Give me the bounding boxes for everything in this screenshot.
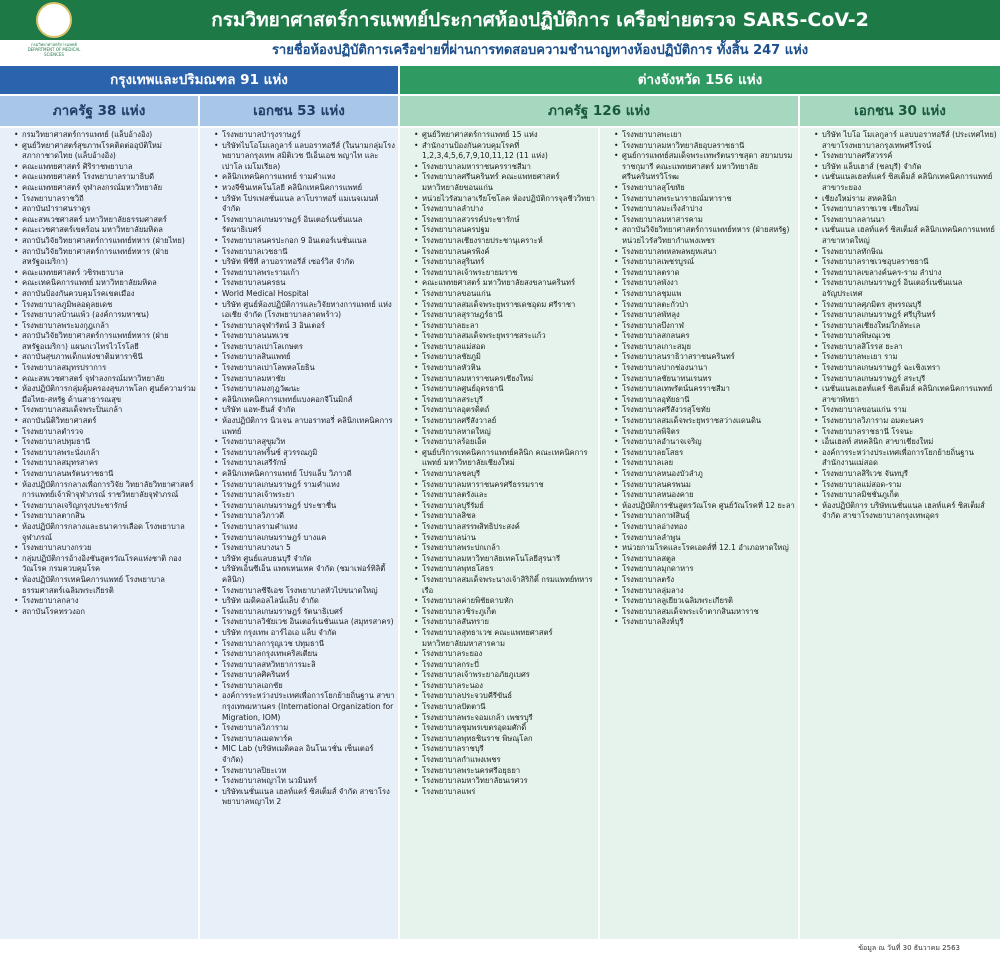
list-item: • โรงพยาบาลนราธิวาสราชนครินทร์: [622, 352, 796, 363]
list-item: • โรงพยาบาลมหาราชนครเชียงใหม่: [422, 374, 596, 385]
list-item: • บริษัทเนชั่นแนล เฮลท์แคร์ ซิสเต็มส์ จำกัด สาขาโรงพยาบาลพญาไท 2: [222, 787, 396, 808]
list-item: • คณะแพทยศาสตร์ โรงพยาบาลรามาธิบดี: [22, 172, 196, 183]
list-item: • ห้องปฏิบัติการ บริษัทเนชั่นแนล เฮลท์แคร์ ซิสเต็มส์ จำกัด สาขาโรงพยาบาลกรุงเทพอุดร: [822, 501, 998, 522]
list-item: • โรงพยาบาลขอนแก่น: [422, 289, 596, 300]
list-item: • กรมวิทยาศาสตร์การแพทย์ (แล็บอ้างอิง): [22, 130, 196, 141]
list-item: • โรงพยาบาลเจ้าพระยา: [222, 490, 396, 501]
list-item: • โรงพยาบาลพิจิตร: [622, 427, 796, 438]
column-bangkok-private: [200, 128, 398, 939]
list-item: • คณะเทคนิคการแพทย์ มหาวิทยาลัยมหิดล: [22, 278, 196, 289]
list-item: • โรงพยาบาลพหลพลพยุหเสนา: [622, 247, 796, 258]
list-item: • โรงพยาบาลชลบุรี: [422, 469, 596, 480]
list-item: • โรงพยาบาลยะลา: [422, 321, 596, 332]
list-item: • คณะแพทยศาสตร์ ศิริราชพยาบาล: [22, 162, 196, 173]
list-item: • โรงพยาบาลพริ้นซ์ สุวรรณภูมิ: [222, 448, 396, 459]
list-item: • โรงพยาบาลราชธานี โรจนะ: [822, 427, 998, 438]
list-item: • โรงพยาบาลนครพิงค์: [422, 247, 596, 258]
list-item: • โรงพยาบาลเกาะสมุย: [622, 342, 796, 353]
list-item: • สถาบันป้องกันควบคุมโรคเขตเมือง: [22, 289, 196, 300]
list-item: • โรงพยาบาลเพชรบูรณ์: [622, 257, 796, 268]
list-item: • โรงพยาบาลชุมพรเขตรอุดมศักดิ์: [422, 723, 596, 734]
list-item: • เนชั่นแนลเฮลท์แคร์ ซิสเต็มส์ คลินิกเทคนิคการแพทย์ สาขาระยอง: [822, 172, 998, 193]
subheader-provinces-private: เอกชน 30 แห่ง: [800, 96, 1000, 126]
list-item: • โรงพยาบาลการุญเวช ปทุมธานี: [222, 639, 396, 650]
list-item: • โรงพยาบาลบางกรวย: [22, 543, 196, 554]
list-item: • โรงพยาบาลนพรัตนราชธานี: [22, 469, 196, 480]
list-item: • โรงพยาบาลศรีสังวรสุโขทัย: [622, 405, 796, 416]
list-item: • โรงพยาบาลบำรุงราษฎร์: [222, 130, 396, 141]
region-header-provinces: ต่างจังหวัด 156 แห่ง: [400, 66, 1000, 94]
list-item: • โรงพยาบาลระยอง: [422, 649, 596, 660]
lab-list: [0, 130, 196, 617]
list-item: • โรงพยาบาลพระมงกุฎเกล้า: [22, 321, 196, 332]
list-item: • โรงพยาบาลอ่างทอง: [622, 522, 796, 533]
column-provinces-government-1: [400, 128, 598, 939]
column-bangkok-government: [0, 128, 198, 939]
column-provinces-government-2: [600, 128, 798, 939]
list-item: • โรงพยาบาลราชเวชอุบลราชธานี: [822, 257, 998, 268]
list-item: • โรงพยาบาลขอนแก่น ราม: [822, 405, 998, 416]
list-item: • คลินิกเทคนิคการแพทย์ รามคำแหง: [222, 172, 396, 183]
page-title: กรมวิทยาศาสตร์การแพทย์ประกาศห้องปฏิบัติการ เครือข่ายตรวจ SARS-CoV-2: [211, 9, 869, 31]
list-item: • โรงพยาบาลกำแพงเพชร: [422, 755, 596, 766]
list-item: • โรงพยาบาลหนองคาย: [622, 490, 796, 501]
list-item: • โรงพยาบาลลุ่มลาง: [622, 586, 796, 597]
list-item: • โรงพยาบาลสุราษฎร์ธานี: [422, 310, 596, 321]
list-item: • โรงพยาบาลระนอง: [422, 681, 596, 692]
list-item: • หน่วยกามโรคและโรคเอดส์ที่ 12.1 อำเภอหาดใหญ่: [622, 543, 796, 554]
list-item: • โรงพยาบาลศุภมิตร สุพรรณบุรี: [822, 300, 998, 311]
list-item: • องค์การระหว่างประเทศเพื่อการโยกย้ายถิ่นฐาน สาขากรุงเทพมหานคร (International Organization for Migration, IOM): [222, 691, 396, 723]
list-item: • โรงพยาบาลสระบุรี: [422, 395, 596, 406]
list-item: • สถาบันวิจัยวิทยาศาสตร์การแพทย์ทหาร (ฝ่ายสหรัฐอเมริกา): [22, 247, 196, 268]
list-item: • โรงพยาบาลบุรีรัมย์: [422, 501, 596, 512]
list-item: • โรงพยาบาลสมุทรสาคร: [22, 458, 196, 469]
list-item: • โรงพยาบาลราชเวช เชียงใหม่: [822, 204, 998, 215]
list-item: • บริษัท ไบโอ โมเลกูลาร์ แลบบอราทอรีส์ (ประเทศไทย) สาขาโรงพยาบาลกรุงเทพศรีโรจน์: [822, 130, 998, 151]
list-item: • คณะแพทยศาสตร์ วชิรพยาบาล: [22, 268, 196, 279]
list-item: • โรงพยาบาลมะเร็งลำปาง: [622, 204, 796, 215]
data-date-note: ข้อมูล ณ วันที่ 30 ธันวาคม 2563: [858, 944, 960, 952]
list-item: • โรงพยาบาลเจ้าพระยายมราช: [422, 268, 596, 279]
logo-emblem-icon: [36, 2, 72, 38]
list-item: • โรงพยาบาลกาฬสินธุ์: [622, 511, 796, 522]
logo-text-en: DEPARTMENT OF MEDICAL SCIENCES: [27, 47, 81, 57]
list-item: • โรงพยาบาลมหาชัย: [222, 374, 396, 385]
list-item: • โรงพยาบาลเชียงรายประชานุเคราะห์: [422, 236, 596, 247]
logo-text-th: กรมวิทยาศาสตร์การแพทย์: [31, 42, 77, 47]
list-item: • โรงพยาบาลสตูล: [622, 554, 796, 565]
lab-list: [200, 130, 396, 808]
list-item: • โรงพยาบาลนครธน: [222, 278, 396, 289]
list-item: • โรงพยาบาลพระนครศรีอยุธยา: [422, 766, 596, 777]
list-item: • โรงพยาบาลปทุมธานี: [22, 437, 196, 448]
list-item: • โรงพยาบาลยโสธร: [622, 448, 796, 459]
list-item: • โรงพยาบาลปัตตานี: [422, 702, 596, 713]
list-item: • โรงพยาบาลอำนาจเจริญ: [622, 437, 796, 448]
list-item: • กลุ่มปฏิบัติการอ้างอิงชันสูตรวัณโรคแห่งชาติ กองวัณโรค กรมควบคุมโรค: [22, 554, 196, 575]
list-item: • โรงพยาบาลพระรามเก้า: [222, 268, 396, 279]
list-item: • โรงพยาบาลสมเด็จพระยุพราชสระแก้ว: [422, 331, 596, 342]
list-item: • บริษัท แอท-ยีนส์ จำกัด: [222, 405, 396, 416]
list-item: • โรงพยาบาลสวรรค์ประชารักษ์: [422, 215, 596, 226]
list-item: • World Medical Hospital: [222, 289, 396, 300]
list-item: • คณะแพทยศาสตร์ จุฬาลงกรณ์มหาวิทยาลัย: [22, 183, 196, 194]
list-item: • ห้องปฏิบัติการกลางและธนาคารเลือด โรงพยาบาลจุฬาภรณ์: [22, 522, 196, 543]
list-item: • บริษัท แล็บเฮาส์ (ชลบุรี) จำกัด: [822, 162, 998, 173]
lab-list: [400, 130, 596, 797]
list-item: • โรงพยาบาลสมเด็จพระนางเจ้าสิริกิติ์ กรมแพทย์ทหารเรือ: [422, 575, 596, 596]
list-item: • โรงพยาบาลแพร่: [422, 787, 596, 798]
list-item: • โรงพยาบาลมหาราชนครศรีธรรมราช: [422, 480, 596, 491]
list-item: • โรงพยาบาลเกษมราษฎร์ อินเตอร์เนชั่นแนล อรัญประเทศ: [822, 278, 998, 299]
list-item: • โรงพยาบาลสิชล: [422, 511, 596, 522]
list-item: • โรงพยาบาลตำรวจ: [22, 427, 196, 438]
list-item: • โรงพยาบาลราชวิถี: [22, 194, 196, 205]
list-item: • โรงพยาบาลเขลางค์นคร-ราม ลำปาง: [822, 268, 998, 279]
list-item: • บริษัท ศูนย์ห้องปฏิบัติการและวิจัยทางการแพทย์ แห่งเอเชีย จำกัด (โรงพยาบาลลาดพร้าว): [222, 300, 396, 321]
list-item: • โรงพยาบาลปากช่องนานา: [622, 363, 796, 374]
list-item: • บริษัท กรุงเทพ อาร์ไอเอ แล็บ จำกัด: [222, 628, 396, 639]
list-item: • โรงพยาบาลศูนย์อุดรธานี: [422, 384, 596, 395]
list-item: • โรงพยาบาลสุขุมวิท: [222, 437, 396, 448]
list-item: • โรงพยาบาลน่าน: [422, 533, 596, 544]
list-item: • โรงพยาบาลบางนา 5: [222, 543, 396, 554]
department-logo: [18, 2, 90, 62]
list-item: • ห้องปฏิบัติการกลุ่มคุ้มครองสุขภาพโลก ศูนย์ความร่วมมือไทย-สหรัฐ ด้านสาธารณสุข: [22, 384, 196, 405]
list-item: • โรงพยาบาลซีจีเอช โรงพยาบาลหัวไปขนาดใหญ่: [222, 586, 396, 597]
list-item: • โรงพยาบาลสิริเวช จันทบุรี: [822, 469, 998, 480]
list-item: • โรงพยาบาลสมเด็จพระยุพราชสว่างแดนดิน: [622, 416, 796, 427]
list-item: • โรงพยาบาลราชบุรี: [422, 744, 596, 755]
list-item: • โรงพยาบาลกรุงเทพคริสเตียน: [222, 649, 396, 660]
list-item: • สถาบันสุขภาพเด็กแห่งชาติมหาราชินี: [22, 352, 196, 363]
list-item: • คณะแพทยศาสตร์ มหาวิทยาลัยสงขลานครินทร์: [422, 278, 596, 289]
list-item: • โรงพยาบาลสุทธาเวช คณะแพทยศาสตร์ มหาวิทยาลัยมหาสารคาม: [422, 628, 596, 649]
list-item: • โรงพยาบาลพระนั่งเกล้า: [22, 448, 196, 459]
list-item: • โรงพยาบาลบึงกาฬ: [622, 321, 796, 332]
list-item: • โรงพยาบาลเกษมราษฎร์ ประชาชื่น: [222, 501, 396, 512]
list-item: • โรงพยาบาลรามคำแหง: [222, 522, 396, 533]
list-item: • คณะสหเวชศาสตร์ จุฬาลงกรณ์มหาวิทยาลัย: [22, 374, 196, 385]
list-item: • โรงพยาบาลมิชชั่นภูเก็ต: [822, 490, 998, 501]
list-item: • หน่วยไวรัสมาลาเรียโซโลค ห้องปฏิบัติการจุลชีววิทยา: [422, 194, 596, 205]
list-item: • โรงพยาบาลเทพรัตน์นครราชสีมา: [622, 384, 796, 395]
list-item: • บริษัทเอ็นซีเอ็น แพทเทนเทค จำกัด (ชมาเฟอร์ทิลิตี้ คลินิก): [222, 564, 396, 585]
list-item: • โรงพยาบาลมหาวิทยาลัยนเรศวร: [422, 776, 596, 787]
list-item: • คณะเวชศาสตร์เขตร้อน มหาวิทยาลัยมหิดล: [22, 225, 196, 236]
list-item: • โรงพยาบาลตะกั่วป่า: [622, 300, 796, 311]
list-item: • สถาบันโรคทรวงอก: [22, 607, 196, 618]
list-item: • โรงพยาบาลหนองบัวลำภู: [622, 469, 796, 480]
list-item: • โรงพยาบาลหาดใหญ่: [422, 427, 596, 438]
list-item: • โรงพยาบาลศรีนครินทร์ คณะแพทยศาสตร์ มหาวิทยาลัยขอนแก่น: [422, 172, 596, 193]
list-item: • โรงพยาบาลชุมแพ: [622, 289, 796, 300]
list-item: • บริษัท ศูนย์แลบธนบุรี จำกัด: [222, 554, 396, 565]
list-item: • โรงพยาบาลนนทเวช: [222, 331, 396, 342]
list-item: • โรงพยาบาลอุตรดิตถ์: [422, 405, 596, 416]
list-item: • โรงพยาบาลวิชัยเวช อินเตอร์เนชั่นแนล (สมุทรสาคร): [222, 617, 396, 628]
list-item: • โรงพยาบาลบ้านแพ้ว (องค์การมหาชน): [22, 310, 196, 321]
list-item: • ห้องปฏิบัติการชันสูตรวัณโรค ศูนย์วัณโรคที่ 12 ยะลา: [622, 501, 796, 512]
list-item: • โรงพยาบาลลำปาง: [422, 204, 596, 215]
list-item: • โรงพยาบาลสิงห์บุรี: [622, 617, 796, 628]
list-item: • สถาบันวิจัยวิทยาศาสตร์การแพทย์ทหาร (ฝ่ายสหรัฐอเมริกา) แผนกเวไทรไวโรโลยี: [22, 331, 196, 352]
list-item: • โรงพยาบาลสุโขทัย: [622, 183, 796, 194]
list-item: • โรงพยาบาลพะเยา ราม: [822, 352, 998, 363]
list-item: • โรงพยาบาลพุทธโสธร: [422, 564, 596, 575]
list-item: • หวงจีซินเทคโนโลยี คลินิกเทคนิคการแพทย์: [222, 183, 396, 194]
list-item: • โรงพยาบาลเกษมราษฎร์ รามคำแหง: [222, 480, 396, 491]
list-item: • โรงพยาบาลวิภาราม อมตะนคร: [822, 416, 998, 427]
list-item: • ห้องปฏิบัติการเทคนิคการแพทย์ โรงพยาบาลธรรมศาสตร์เฉลิมพระเกียรติ: [22, 575, 196, 596]
subheader-provinces-government: ภาครัฐ 126 แห่ง: [400, 96, 798, 126]
list-item: • โรงพยาบาลสมุทรปราการ: [22, 363, 196, 374]
list-item: • โรงพยาบาลมหาราชนครราชสีมา: [422, 162, 596, 173]
list-item: • องค์การระหว่างประเทศเพื่อการโยกย้ายถิ่นฐาน สำนักงานแม่สอด: [822, 448, 998, 469]
list-item: • โรงพยาบาลพะเยา: [622, 130, 796, 141]
list-item: • โรงพยาบาลพังงา: [622, 278, 796, 289]
list-item: • โรงพยาบาลเกษมราษฎร์ ฉะเชิงเทรา: [822, 363, 998, 374]
list-item: • โรงพยาบาลอุทัยธานี: [622, 395, 796, 406]
logo-caption: [18, 42, 90, 57]
list-item: • โรงพยาบาลวิภาราม: [222, 723, 396, 734]
list-item: • สถาบันบำราศนราดูร: [22, 204, 196, 215]
list-item: • โรงพยาบาลลานนา: [822, 215, 998, 226]
list-item: • โรงพยาบาลชัยนาทนเรนทร: [622, 374, 796, 385]
list-item: • โรงพยาบาลสกลนคร: [622, 331, 796, 342]
list-item: • ห้องปฏิบัติการ นิวเจน ลาบอราทอรี่ คลินิกเทคนิคการแพทย์: [222, 416, 396, 437]
list-item: • ศูนย์บริการเทคนิคการแพทย์คลินิก คณะเทคนิคการแพทย์ มหาวิทยาลัยเชียงใหม่: [422, 448, 596, 469]
list-item: • ศูนย์วิทยาศาสตร์สุขภาพโรคติดต่ออุบัติใหม่ สภากาชาดไทย (แล็บอ้างอิง): [22, 141, 196, 162]
page-subtitle: รายชื่อห้องปฏิบัติการเครือข่ายที่ผ่านการทดสอบความชำนาญทางห้องปฏิบัติการ ทั้งสิ้น 247 แห่ง: [271, 43, 809, 58]
list-item: • โรงพยาบาลเจริญกรุงประชารักษ์: [22, 501, 196, 512]
list-item: • โรงพยาบาลตรังและ: [422, 490, 596, 501]
list-item: • คลินิกเทคนิคการแพทย์แบงคอกจีโนมิกส์: [222, 395, 396, 406]
list-item: • โรงพยาบาลเกษมราษฎร์ บางแค: [222, 533, 396, 544]
list-item: • โรงพยาบาลสมเด็จพระยุพราชเดชอุดม ศรีราชา: [422, 300, 596, 311]
list-item: • โรงพยาบาลนครปะกอก 9 อินเตอร์เนชั่นแนล: [222, 236, 396, 247]
list-item: • โรงพยาบาลตราด: [622, 268, 796, 279]
list-item: • โรงพยาบาลภูมิพลอดุลยเดช: [22, 300, 196, 311]
list-item: • บริษัทไบโอโมเลกูลาร์ แลบอราทอรีส์ (ในนามกลุ่มโรงพยาบาลกรุงเทพ สมิติเวช บีเอ็นเอช พญาไท และเปาโล เมโมเรียล): [222, 141, 396, 173]
region-header-bangkok: กรุงเทพและปริมณฑล 91 แห่ง: [0, 66, 398, 94]
list-item: • โรงพยาบาลศิครินทร์: [222, 670, 396, 681]
list-item: • โรงพยาบาลเปาโลพหลโยธิน: [222, 363, 396, 374]
lab-list: [800, 130, 998, 522]
list-item: • โรงพยาบาลมหาสารคาม: [622, 215, 796, 226]
subheader-bangkok-government: ภาครัฐ 38 แห่ง: [0, 96, 198, 126]
list-item: • บริษัท เมดิคอลไลน์แล็บ จำกัด: [222, 596, 396, 607]
list-item: • โรงพยาบาลลำพูน: [622, 533, 796, 544]
list-item: • โรงพยาบาลเอกชัย: [222, 681, 396, 692]
list-item: • โรงพยาบาลพุทธชินราช พิษณุโลก: [422, 734, 596, 745]
list-item: • คณะสหเวชศาสตร์ มหาวิทยาลัยธรรมศาสตร์: [22, 215, 196, 226]
list-item: • โรงพยาบาลแม่สอด-ราม: [822, 480, 998, 491]
column-provinces-private: [800, 128, 1000, 939]
lab-list: [600, 130, 796, 628]
list-item: • โรงพยาบาลปิยะเวท: [222, 766, 396, 777]
list-item: • โรงพยาบาลเปาโลเกษตร: [222, 342, 396, 353]
list-item: • โรงพยาบาลเสรีรักษ์: [222, 458, 396, 469]
list-item: • โรงพยาบาลนครพนม: [622, 480, 796, 491]
list-item: • โรงพยาบาลเกษมราษฎร์ รัตนาธิเบศร์: [222, 607, 396, 618]
subheader-bangkok-private: เอกชน 53 แห่ง: [200, 96, 398, 126]
list-item: • โรงพยาบาลสุรินทร์: [422, 257, 596, 268]
list-item: • สถาบันนิติวิทยาศาสตร์: [22, 416, 196, 427]
list-item: • โรงพยาบาลพัทลุง: [622, 310, 796, 321]
list-item: • โรงพยาบาลพระนารายณ์มหาราช: [622, 194, 796, 205]
list-item: • โรงพยาบาลสันทราย: [422, 617, 596, 628]
list-item: • ศูนย์การแพทย์สมเด็จพระเทพรัตนราชสุดา สยามบรมราชกุมารี คณะแพทยศาสตร์ มหาวิทยาลัยศรีนครินทรวิโรฒ: [622, 151, 796, 183]
list-item: • โรงพยาบาลเวชธานี: [222, 247, 396, 258]
list-item: • โรงพยาบาลเลย: [622, 458, 796, 469]
list-item: • โรงพยาบาลมุกดาหาร: [622, 564, 796, 575]
list-item: • โรงพยาบาลค่ายพิชัยดาบหัก: [422, 596, 596, 607]
list-item: • โรงพยาบาลนครปฐม: [422, 225, 596, 236]
list-item: • โรงพยาบาลสมเด็จพระปิ่นเกล้า: [22, 405, 196, 416]
list-item: • เชียงใหม่ราม สหคลินิก: [822, 194, 998, 205]
list-item: • โรงพยาบาลประจวบคีรีขันธ์: [422, 691, 596, 702]
list-item: • โรงพยาบาลสหวิทยาการมะลิ: [222, 660, 396, 671]
list-item: • โรงพยาบาลสิโรรส ยะลา: [822, 342, 998, 353]
list-item: • โรงพยาบาลชัยภูมิ: [422, 352, 596, 363]
list-item: • เนชั่นแนลเฮลท์แคร์ ซิสเต็มส์ คลินิกเทคนิคการแพทย์ สาขาพัทยา: [822, 384, 998, 405]
list-item: • โรงพยาบาลเชียงใหม่ใกล้ทะเล: [822, 321, 998, 332]
list-item: • โรงพยาบาลมหาวิทยาลัยอุบลราชธานี: [622, 141, 796, 152]
list-item: • MIC Lab (บริษัทเมดิคอล อินโนเวชั่น เซ็นเตอร์ จำกัด): [222, 744, 396, 765]
list-item: • โรงพยาบาลสินแพทย์: [222, 352, 396, 363]
list-item: • โรงพยาบาลพระจอมเกล้า เพชรบุรี: [422, 713, 596, 724]
list-item: • โรงพยาบาลเจ้าพระยาอภัยภูเบศร: [422, 670, 596, 681]
list-item: • โรงพยาบาลเกษมราษฎร์ ศรีบุรินทร์: [822, 310, 998, 321]
list-item: • โรงพยาบาลจุฬารัตน์ 3 อินเตอร์: [222, 321, 396, 332]
list-item: • สถาบันวิจัยวิทยาศาสตร์การแพทย์ทหาร (ฝ่ายสหรัฐ) หน่วยไวรัสวิทยากำแพงเพชร: [622, 225, 796, 246]
list-item: • เอ็นเฮลท์ สหคลินิก สาขาเชียงใหม่: [822, 437, 998, 448]
list-item: • โรงพยาบาลเกษมราษฎร์ สระบุรี: [822, 374, 998, 385]
list-item: • โรงพยาบาลพิษณุเวช: [822, 331, 998, 342]
list-item: • บริษัท โปรเฟสชั่นแนล ลาโบราทอรี่ แมเนจเมนท์ จำกัด: [222, 194, 396, 215]
list-item: • โรงพยาบาลเมดพาร์ค: [222, 734, 396, 745]
list-item: • สำนักงานป้องกันควบคุมโรคที่ 1,2,3,4,5,6,7,9,10,11,12 (11 แห่ง): [422, 141, 596, 162]
list-item: • โรงพยาบาลพระปกเกล้า: [422, 543, 596, 554]
list-item: • สถาบันวิจัยวิทยาศาสตร์การแพทย์ทหาร (ฝ่ายไทย): [22, 236, 196, 247]
list-item: • โรงพยาบาลสรรพสิทธิประสงค์: [422, 522, 596, 533]
list-item: • โรงพยาบาลมหาวิทยาลัยเทคโนโลยีสุรนารี: [422, 554, 596, 565]
list-item: • โรงพยาบาลพญาไท นวมินทร์: [222, 776, 396, 787]
list-item: • โรงพยาบาลตรัง: [622, 575, 796, 586]
list-item: • โรงพยาบาลหัวหิน: [422, 363, 596, 374]
list-item: • โรงพยาบาลลูเยียวเฉลิมพระเกียรติ: [622, 596, 796, 607]
list-item: • โรงพยาบาลศรีสังวาลย์: [422, 416, 596, 427]
list-item: • โรงพยาบาลกระบี่: [422, 660, 596, 671]
list-item: • โรงพยาบาลศรีสวรรค์: [822, 151, 998, 162]
list-item: • โรงพยาบาลทักษิณ: [822, 247, 998, 258]
list-item: • โรงพยาบาลมงกุฎวัฒนะ: [222, 384, 396, 395]
list-item: • บริษัท พีซีที ลาบอราทอรีส์ เซอร์วิส จำกัด: [222, 257, 396, 268]
list-item: • โรงพยาบาลกลาง: [22, 596, 196, 607]
list-item: • โรงพยาบาลวิภาวดี: [222, 511, 396, 522]
list-item: • โรงพยาบาลร้อยเอ็ด: [422, 437, 596, 448]
list-item: • ห้องปฏิบัติการกลางเพื่อการวิจัย วิทยาลัยวิทยาศาสตร์การแพทย์เจ้าฟ้าจุฬาภรณ์ ราชวิทยาลัยจุฬาภรณ์: [22, 480, 196, 501]
list-item: • โรงพยาบาลวชิระภูเก็ต: [422, 607, 596, 618]
list-item: • เนชั่นแนล เฮลท์แคร์ ซิสเต็มส์ คลินิกเทคนิคการแพทย์ สาขาหาดใหญ่: [822, 225, 998, 246]
header: [0, 0, 1000, 64]
list-item: • ศูนย์วิทยาศาสตร์การแพทย์ 15 แห่ง: [422, 130, 596, 141]
list-item: • โรงพยาบาลแม่สอด: [422, 342, 596, 353]
list-item: • คลินิกเทคนิคการแพทย์ โปรแล็บ วิภาวดี: [222, 469, 396, 480]
list-item: • โรงพยาบาลเกษมราษฎร์ อินเตอร์เนชั่นแนล รัตนาธิเบศร์: [222, 215, 396, 236]
list-item: • โรงพยาบาลตากสิน: [22, 511, 196, 522]
list-item: • โรงพยาบาลสมเด็จพระเจ้าตากสินมหาราช: [622, 607, 796, 618]
